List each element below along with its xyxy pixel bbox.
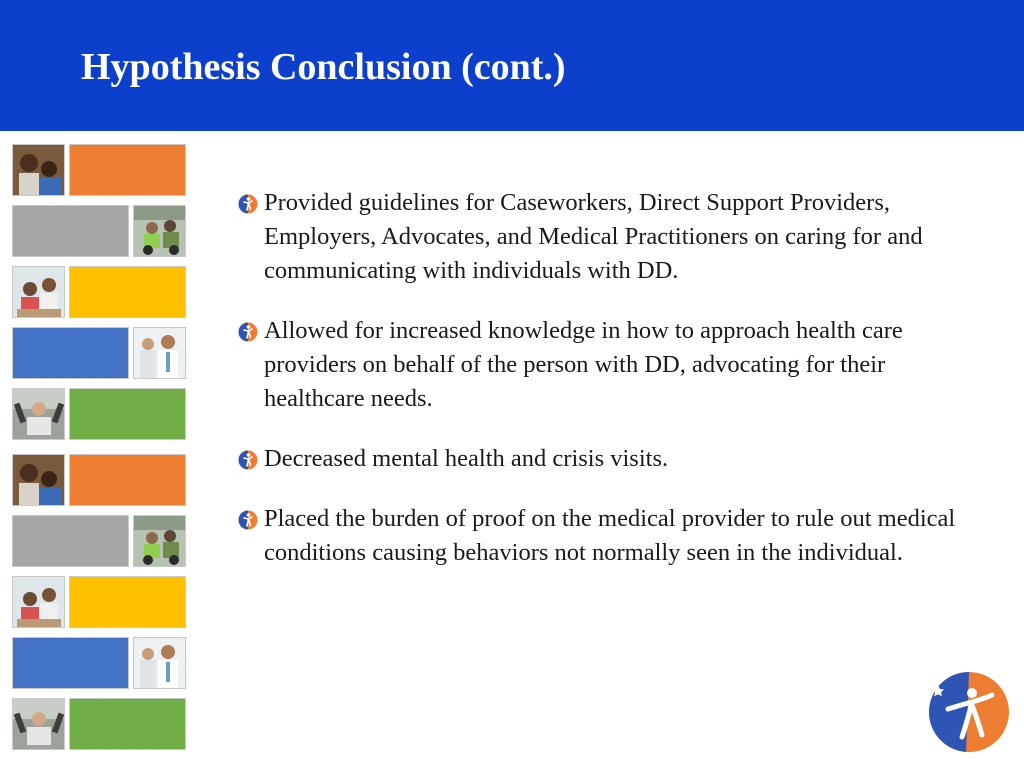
color-tile-gray [12,515,129,567]
photo-thumbnail [133,205,186,257]
color-tile-gray [12,205,129,257]
bullet-text: Placed the burden of proof on the medical provider to rule out medical conditions causing behaviors not normally seen in the individual. [264,505,956,566]
color-tile-blue [12,327,129,379]
bullet-text: Provided guidelines for Caseworkers, Direct Support Providers, Employers, Advocates, and Medical Practitioners on caring for and communicating with individuals with DD. [264,189,923,284]
color-tile-green [69,698,186,750]
person-figure-bullet-icon [238,450,258,470]
color-tile-yellow [69,266,186,318]
bullet-text: Decreased mental health and crisis visits. [264,445,669,472]
color-tile-orange [69,144,186,196]
photo-thumbnail [12,454,65,506]
list-item [238,502,968,570]
slide-title: Hypothesis Conclusion (cont.) [81,46,566,88]
photo-thumbnail [133,327,186,379]
person-figure-bullet-icon [238,194,258,214]
bullet-text: Allowed for increased knowledge in how to approach health care providers on behalf of the person with DD, advocating for their healthcare needs. [264,317,903,412]
photo-thumbnail [133,515,186,567]
photo-thumbnail [12,698,65,750]
color-tile-green [69,388,186,440]
person-figure-bullet-icon [238,322,258,342]
list-item [238,186,968,288]
organization-logo-icon [928,671,1010,753]
color-tile-yellow [69,576,186,628]
list-item [238,314,968,416]
person-figure-bullet-icon [238,510,258,530]
photo-thumbnail [133,637,186,689]
color-tile-blue [12,637,129,689]
title-banner [0,0,1024,131]
photo-thumbnail [12,266,65,318]
color-tile-orange [69,454,186,506]
bullet-list [238,186,968,596]
photo-thumbnail [12,388,65,440]
photo-thumbnail [12,576,65,628]
photo-thumbnail [12,144,65,196]
list-item [238,442,968,476]
